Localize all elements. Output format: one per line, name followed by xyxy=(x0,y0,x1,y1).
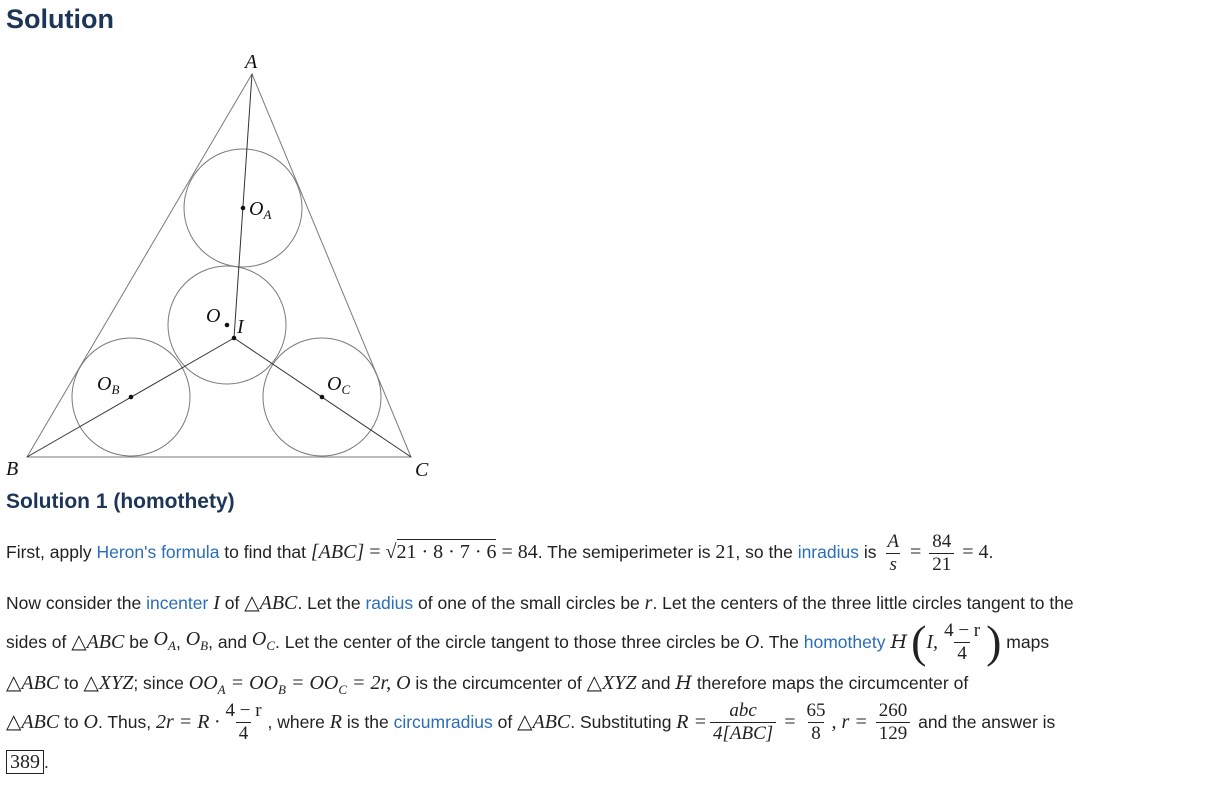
triangle-abc xyxy=(27,74,411,457)
fraction-65-over-8: $\frac{65}{8}$ xyxy=(806,699,826,744)
point-oa xyxy=(241,206,246,211)
math-paren-left: ( xyxy=(911,616,927,667)
label-c: C xyxy=(415,459,429,481)
math-84: = 84 xyxy=(496,541,538,564)
fraction-4-minus-r-over-4: $\frac{4 - r}{4}$ xyxy=(225,699,262,744)
text: First, apply xyxy=(6,542,97,563)
text: to xyxy=(59,712,84,732)
text: . The semiperimeter is xyxy=(537,542,716,563)
text: . Let the xyxy=(297,593,366,613)
text: is xyxy=(858,542,882,563)
math-oo-equalities: $OO_A = OO_B = OO_C = 2r$, O xyxy=(188,672,411,697)
math-triangle-abc: △ABC xyxy=(517,711,571,733)
text: Now consider the xyxy=(6,593,147,613)
paragraph-line-3 xyxy=(6,616,1050,667)
math-eq: = xyxy=(779,711,801,733)
label-oc: $O_C$ xyxy=(327,373,351,397)
math-oa: $O_A$ xyxy=(153,627,176,653)
math-paren-right: ) xyxy=(986,616,1002,667)
math-triangle-xyz: △XYZ xyxy=(83,672,134,694)
fraction-4-minus-r-over-4: $\frac{4 - r}{4}$ xyxy=(944,619,981,664)
math-h: H xyxy=(890,631,908,653)
answer-line xyxy=(6,750,49,774)
fraction-260-over-129: $\frac{260}{129}$ xyxy=(876,700,911,745)
boxed-answer: 389 xyxy=(6,750,44,774)
math-sqrt: √21 · 8 · 7 · 6 xyxy=(385,541,497,564)
text: sides of xyxy=(6,632,72,652)
math-eq: = xyxy=(364,541,386,564)
math-r-eq: R = xyxy=(676,711,708,733)
paragraph-line-2 xyxy=(6,592,1074,614)
math-triangle-abc: △ABC xyxy=(6,672,60,694)
text: , xyxy=(175,632,186,652)
text: . Let the center of the circle tangent to those three circles be xyxy=(275,632,745,652)
math-2r-eq-r: 2r = R · xyxy=(155,711,220,733)
text: . Substituting xyxy=(570,712,677,732)
label-o: O xyxy=(206,305,221,327)
homothety-link[interactable]: homothety xyxy=(803,632,886,652)
math-triangle-xyz: △XYZ xyxy=(586,672,637,694)
point-o xyxy=(225,323,230,328)
subsection-title: Solution 1 (homothety) xyxy=(6,490,235,513)
fraction-84-over-21: $\frac{84}{21}$ xyxy=(929,531,954,576)
fraction-abc-over-4abc: $\frac{\text{abc}}{\text{4[ABC]}}$ xyxy=(710,700,776,745)
text: is the xyxy=(342,712,394,732)
math-r-eq: , r = xyxy=(831,711,873,733)
math-triangle-abc: △ABC xyxy=(6,711,60,733)
fraction-a-over-s: $\frac{A}{s}$ xyxy=(887,531,899,575)
text: is the circumcenter of xyxy=(410,673,587,693)
math-o: O xyxy=(744,631,760,653)
math-ob: $O_B$ xyxy=(185,627,209,653)
label-oa: $O_A$ xyxy=(249,198,272,222)
triangle-figure xyxy=(0,48,460,488)
math-i: I xyxy=(213,592,220,614)
paragraph-line-1 xyxy=(6,531,993,576)
text: . xyxy=(988,542,994,563)
text: . The xyxy=(759,632,804,652)
inradius-link[interactable]: inradius xyxy=(797,542,859,563)
math-r-upper: R xyxy=(329,711,342,733)
paragraph-line-5 xyxy=(6,696,1055,748)
label-b: B xyxy=(6,458,19,480)
text: and the answer is xyxy=(913,712,1056,732)
point-ob xyxy=(129,395,134,400)
circumradius-link[interactable]: circumradius xyxy=(393,712,493,732)
math-i-comma: I, xyxy=(926,631,939,653)
text: , and xyxy=(208,632,252,652)
math-oc: $O_C$ xyxy=(251,627,276,653)
math-eq: = xyxy=(904,541,927,564)
text: be xyxy=(124,632,154,652)
text: of xyxy=(219,593,245,613)
math-r: r xyxy=(644,592,653,614)
text: , where xyxy=(267,712,330,732)
math-triangle-abc: △ABC xyxy=(71,631,125,653)
text: ; since xyxy=(133,673,189,693)
text: of one of the small circles be xyxy=(413,593,645,613)
radius-link[interactable]: radius xyxy=(365,593,414,613)
text: , so the xyxy=(735,542,798,563)
text: and xyxy=(636,673,676,693)
math-triangle-abc: △ABC xyxy=(244,592,298,614)
text: of xyxy=(492,712,518,732)
math-o: O xyxy=(83,711,98,733)
text: . Let the centers of the three little circles tangent to the xyxy=(652,593,1074,613)
point-i xyxy=(232,336,237,341)
text: maps xyxy=(1001,632,1050,652)
label-ob: $O_B$ xyxy=(97,373,120,397)
sqrt-radicand: 21 · 8 · 7 · 6 xyxy=(396,541,497,564)
label-a: A xyxy=(245,51,258,73)
point-oc xyxy=(320,395,325,400)
math-h: H xyxy=(675,672,692,694)
text: . Thus, xyxy=(97,712,156,732)
label-i: I xyxy=(237,316,244,338)
text: therefore maps the circumcenter of xyxy=(691,673,969,693)
text: to find that xyxy=(219,542,311,563)
math-4: = 4 xyxy=(957,541,989,564)
math-area-abc: [ABC] xyxy=(310,541,365,564)
incenter-link[interactable]: incenter xyxy=(146,593,209,613)
text: to xyxy=(59,673,84,693)
herons-formula-link[interactable]: Heron's formula xyxy=(96,542,220,563)
math-21: 21 xyxy=(715,541,736,564)
text: . xyxy=(44,752,49,772)
section-title: Solution xyxy=(6,4,114,34)
